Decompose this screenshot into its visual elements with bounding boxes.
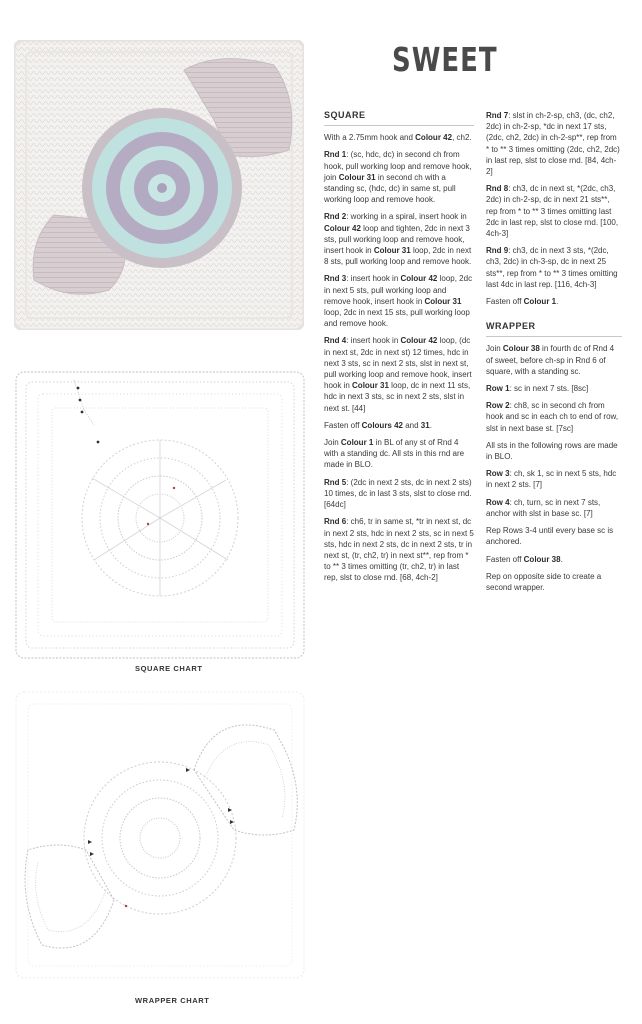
round-7: Rnd 7: slst in ch-2-sp, ch3, (dc, ch2, 2dc) in ch-2-sp, *dc in next 17 sts, (2dc, ch2, 2dc) in ch-2-sp**, rep from * to ** 3 times omitting (2dc, ch2, 2dc) in last rep, slst to close rnd. [84, 4ch-2] — [486, 111, 620, 177]
wrapper-fasten-off: Fasten off Colour 38. — [486, 554, 563, 564]
round-1: Rnd 1: (sc, hdc, dc) in second ch from hook, pull working loop and remove hook, join Colour 31 in second ch with a standing sc, (hdc, dc) in same st, pull working loop and remove hook. — [324, 150, 472, 205]
fasten-off-2: Fasten off Colour 1. — [486, 297, 559, 307]
round-2: Rnd 2: working in a spiral, insert hook in Colour 42 loop and tighten, 2dc in next 3 sts, pull working loop and remove hook, insert hook in Colour 31 loop, 2dc in next 8 sts, pull working loop and remove hook. — [324, 212, 472, 267]
round-4: Rnd 4: insert hook in Colour 42 loop, (dc in next st, 2dc in next st) 12 times, hdc in next 3 sts, sc in next 2 sts, slst in next st, pull working loop and remove hook, insert hook in Colour 31 loop, dc in next 11 sts, hdc in next 3 sts, sc in next 2 sts, slst in next st. [44] — [324, 336, 472, 413]
pattern-column-right — [486, 110, 622, 599]
row-1: Row 1: sc in next 7 sts. [8sc] — [486, 384, 589, 394]
wrapper-join: Join Colour 38 in fourth dc of Rnd 4 of sweet, before ch-sp in Rnd 6 of square, with a standing sc. — [486, 344, 615, 376]
page-title: SWEET — [392, 42, 498, 80]
row-2: Row 2: ch8, sc in second ch from hook and sc in each ch to end of row, slst in next base st. [7sc] — [486, 401, 619, 433]
round-5: Rnd 5: (2dc in next 2 sts, dc in next 2 sts) 10 times, dc in last 3 sts, slst to close rnd. [64dc] — [324, 477, 472, 510]
wrapper-chart — [14, 690, 306, 980]
square-chart-caption: SQUARE CHART — [135, 664, 203, 673]
fasten-off-1: Fasten off Colours 42 and 31. — [324, 420, 432, 430]
wrapper-heading: WRAPPER — [486, 321, 622, 337]
join-colour-1: Join Colour 1 in BL of any st of Rnd 4 with a standing dc. All sts in this rnd are made in BLO. — [324, 438, 465, 470]
square-intro: With a 2.75mm hook and Colour 42, ch2. — [324, 133, 472, 143]
opposite-side-note: Rep on opposite side to create a second wrapper. — [486, 571, 602, 592]
round-3: Rnd 3: insert hook in Colour 42 loop, 2dc in next 5 sts, pull working loop and remove hook, insert hook in Colour 31 loop, 2dc in next 15 sts, pull working loop and remove hook. — [324, 274, 473, 329]
round-8: Rnd 8: ch3, dc in next st, *(2dc, ch3, 2dc) in ch-2-sp, dc in next 21 sts**, rep from * to ** 3 times omitting last 2dc in last rep, slst to close rnd. [100, 4ch-3] — [486, 184, 619, 239]
blo-note: All sts in the following rows are made in BLO. — [486, 440, 618, 462]
pattern-column-left — [324, 110, 474, 590]
round-9: Rnd 9: ch3, dc in next 3 sts, *(2dc, ch3, 2dc) in ch-3-sp, dc in next 25 sts**, rep from * to ** 3 times omitting last 4dc in last rep. [116, 4ch-3] — [486, 246, 618, 289]
repeat-note: Rep Rows 3-4 until every base sc is anchored. — [486, 526, 614, 547]
square-photo — [14, 40, 304, 330]
round-6: Rnd 6: ch6, tr in same st, *tr in next st, dc in next 2 sts, hdc in next 2 sts, sc in next 5 sts, hdc in next 2 sts, dc in next 2 sts, tr in next st, (tr, ch2, tr) in next st**, rep from * to ** 3 times omitting (tr, ch2, tr) in last rep, slst to close rnd. [68, 4ch-2] — [324, 517, 474, 583]
square-heading: SQUARE — [324, 110, 474, 126]
row-3: Row 3: ch, sk 1, sc in next 5 sts, hdc in next 2 sts. [7] — [486, 469, 617, 490]
square-chart — [14, 370, 306, 660]
wrapper-chart-caption: WRAPPER CHART — [135, 996, 210, 1005]
row-4: Row 4: ch, turn, sc in next 7 sts, anchor with slst in base sc. [7] — [486, 497, 601, 518]
